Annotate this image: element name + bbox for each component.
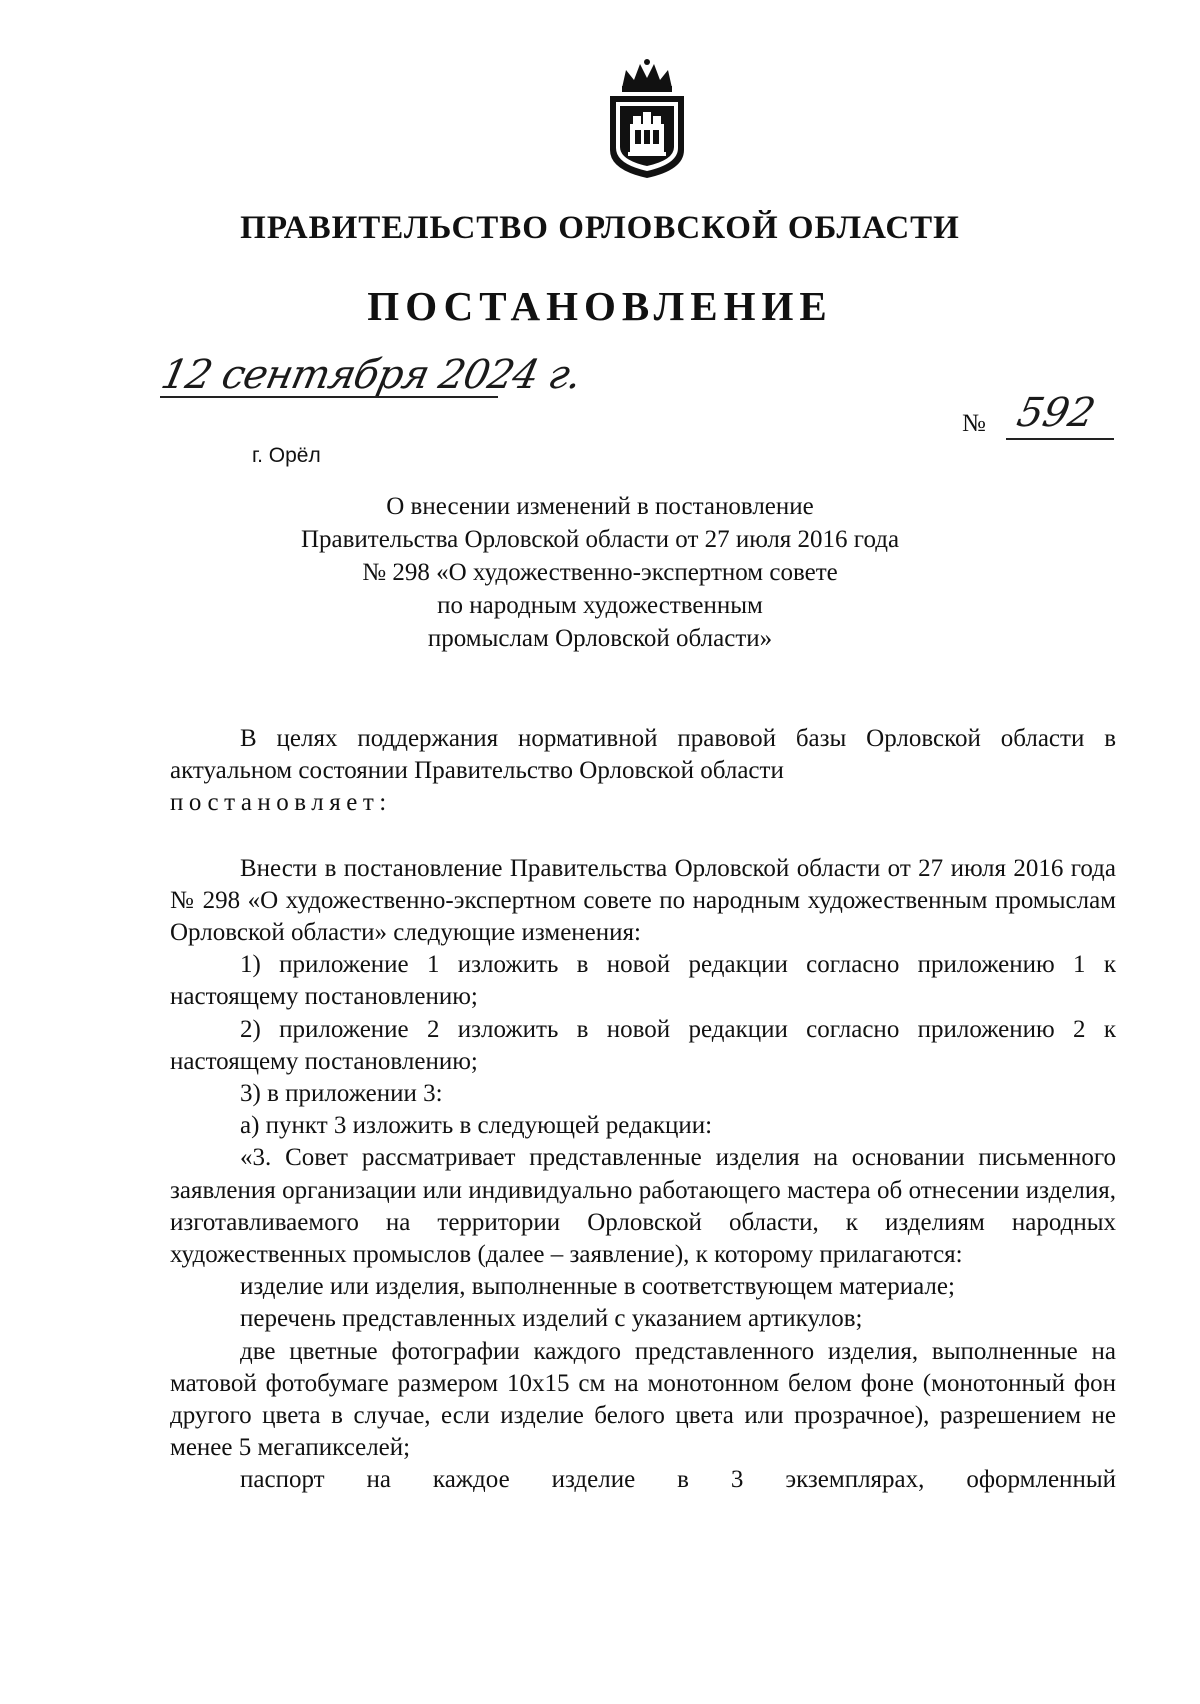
quoted-paragraph: «3. Совет рассматривает представленные изделия на основании письменного заявления организации или индивидуально работающего мастера об отнесении изделия, изготавливаемого на территории Орловской области, к изделиям народных художественных промыслов (далее – заявление), к которому прилагаются: <box>170 1144 1116 1269</box>
handwritten-date: 12 сентября 2024 г. <box>157 352 585 398</box>
list-item: изделие или изделия, выполненные в соответствующем материале; <box>240 1273 955 1301</box>
government-title: ПРАВИТЕЛЬСТВО ОРЛОВСКОЙ ОБЛАСТИ <box>240 210 960 246</box>
amendment-item: 3) в приложении 3: <box>240 1080 443 1108</box>
subject-line: О внесении изменений в постановление <box>386 493 814 520</box>
handwritten-number: 592 <box>1013 390 1100 436</box>
number-underline <box>1006 438 1114 440</box>
intro-paragraph: Внести в постановление Правительства Орловской области от 27 июля 2016 года № 298 «О художественно-экспертном совете по народным художественным промыслам Орловской области» следующие изменения: <box>170 854 1116 947</box>
document-body <box>170 723 1116 1497</box>
amendment-item: 2) приложение 2 изложить в новой редакции согласно приложению 2 к настоящему постановлению; <box>170 1015 1116 1075</box>
list-item: паспорт на каждое изделие в 3 экземплярах, оформленный <box>240 1466 1116 1494</box>
city-label: г. Орёл <box>252 444 321 467</box>
number-label: № <box>962 410 986 437</box>
list-item: две цветные фотографии каждого представленного изделия, выполненные на матовой фотобумаге размером 10х15 см на монотонном белом фоне (монотонный фон другого цвета в случае, если изделие белого цвета или прозрачное), разрешением не менее 5 мегапикселей; <box>170 1337 1116 1462</box>
subject-line: по народным художественным <box>437 592 763 619</box>
resolves-word: постановляет: <box>170 789 392 817</box>
date-underline <box>160 396 498 398</box>
preamble-paragraph: В целях поддержания нормативной правовой базы Орловской области в актуальном состоянии Правительство Орловской области <box>170 725 1116 785</box>
document-type-title: ПОСТАНОВЛЕНИЕ <box>367 283 833 329</box>
amendment-item: 1) приложение 1 изложить в новой редакции согласно приложению 1 к настоящему постановлению; <box>170 951 1116 1011</box>
document-subject <box>0 490 1200 655</box>
subject-line: № 298 «О художественно-экспертном совете <box>362 559 838 586</box>
list-item: перечень представленных изделий с указанием артикулов; <box>240 1305 863 1333</box>
subject-line: промыслам Орловской области» <box>427 625 773 652</box>
amendment-subitem: а) пункт 3 изложить в следующей редакции: <box>240 1112 713 1140</box>
coat-of-arms-emblem <box>604 58 690 182</box>
subject-line: Правительства Орловской области от 27 июля 2016 года <box>300 526 900 553</box>
